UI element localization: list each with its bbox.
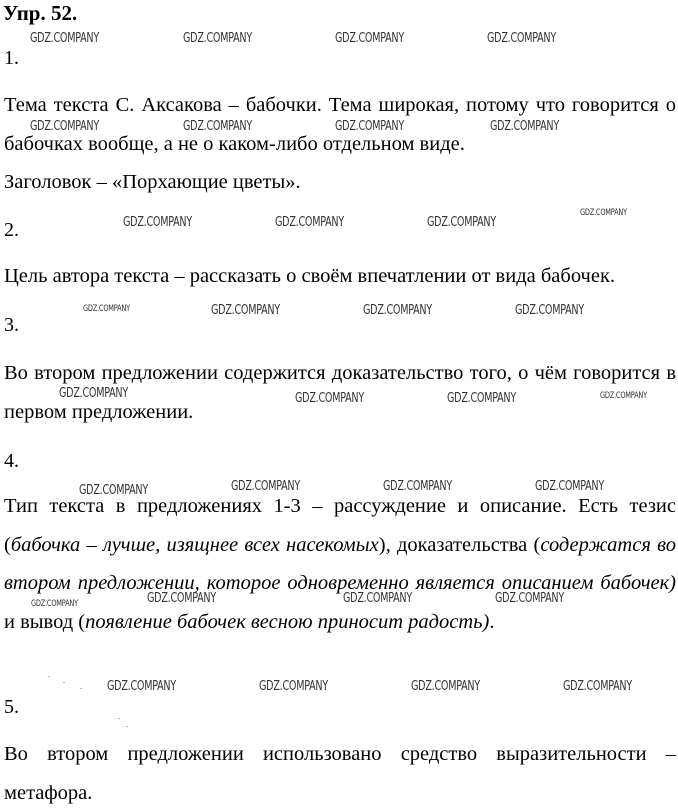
watermark: GDZ.COMPANY	[600, 391, 647, 401]
section-4-evidence: содержатся во втором предложении, которое одновременно является описанием бабочек)	[4, 533, 677, 594]
watermark: GDZ.COMPANY	[490, 119, 559, 134]
watermark: GDZ.COMPANY	[447, 391, 516, 406]
section-4-text-4: .	[489, 610, 495, 633]
section-number-4: 4.	[4, 450, 19, 472]
watermark: GDZ.COMPANY	[31, 599, 78, 609]
watermark: GDZ.COMPANY	[295, 391, 364, 406]
watermark: GDZ.COMPANY	[487, 31, 556, 46]
section-number-5: 5.	[4, 696, 19, 718]
section-3-paragraph-1: Во втором предложении содержится доказательство того, о чём говорится в первом предложении.	[4, 362, 676, 423]
section-number-3: 3.	[4, 314, 19, 336]
watermark: GDZ.COMPANY	[275, 215, 344, 230]
watermark: GDZ.COMPANY	[211, 303, 280, 318]
section-4-conclusion: появление бабочек весною приносит радость)	[85, 610, 490, 633]
watermark: GDZ.COMPANY	[83, 304, 130, 314]
watermark: GDZ.COMPANY	[30, 31, 99, 46]
watermark: GDZ.COMPANY	[107, 679, 176, 694]
section-4-text-2: ), доказательства (	[378, 533, 541, 556]
watermark: GDZ.COMPANY	[495, 591, 564, 606]
section-4-text-1: Тип текста в предложениях 1-3 – рассуждение и описание. Есть тезис (	[4, 495, 676, 556]
watermark: GDZ.COMPANY	[563, 679, 632, 694]
watermark: GDZ.COMPANY	[259, 679, 328, 694]
scan-speck	[126, 726, 128, 727]
watermark: GDZ.COMPANY	[427, 215, 496, 230]
watermark: GDZ.COMPANY	[231, 479, 300, 494]
watermark: GDZ.COMPANY	[363, 303, 432, 318]
section-4-paragraph-1	[4, 487, 676, 641]
scan-speck	[63, 682, 65, 683]
watermark: GDZ.COMPANY	[79, 483, 148, 498]
watermark: GDZ.COMPANY	[383, 479, 452, 494]
watermark: GDZ.COMPANY	[515, 303, 584, 318]
watermark: GDZ.COMPANY	[183, 31, 252, 46]
watermark: GDZ.COMPANY	[580, 208, 627, 218]
watermark: GDZ.COMPANY	[59, 386, 128, 401]
watermark: GDZ.COMPANY	[535, 479, 604, 494]
watermark: GDZ.COMPANY	[123, 215, 192, 230]
watermark: GDZ.COMPANY	[343, 591, 412, 606]
watermark: GDZ.COMPANY	[411, 679, 480, 694]
watermark: GDZ.COMPANY	[183, 119, 252, 134]
watermark: GDZ.COMPANY	[335, 119, 404, 134]
section-number-2: 2.	[4, 219, 19, 241]
watermark: GDZ.COMPANY	[30, 119, 99, 134]
watermark: GDZ.COMPANY	[147, 591, 216, 606]
section-4-text-3: и вывод (	[4, 610, 86, 633]
scan-speck	[118, 718, 120, 719]
section-1-paragraph-1: Тема текста С. Аксакова – бабочки. Тема широкая, потому что говорится о бабочках вообще, а не о каком-либо отдельном виде.	[4, 94, 676, 155]
scan-speck	[48, 676, 50, 677]
exercise-title: Упр. 52.	[3, 1, 78, 25]
section-1-paragraph-2: Заголовок – «Порхающие цветы».	[4, 171, 301, 193]
section-number-1: 1.	[4, 47, 19, 69]
scan-speck	[80, 688, 82, 689]
section-4-thesis: бабочка – лучше, изящнее всех насекомых	[10, 533, 379, 556]
section-5-paragraph-1: Во втором предложении использовано средство выразительности – метафора.	[4, 743, 676, 804]
watermark: GDZ.COMPANY	[335, 31, 404, 46]
section-2-paragraph-1: Цель автора текста – рассказать о своём впечатлении от вида бабочек.	[4, 265, 616, 287]
